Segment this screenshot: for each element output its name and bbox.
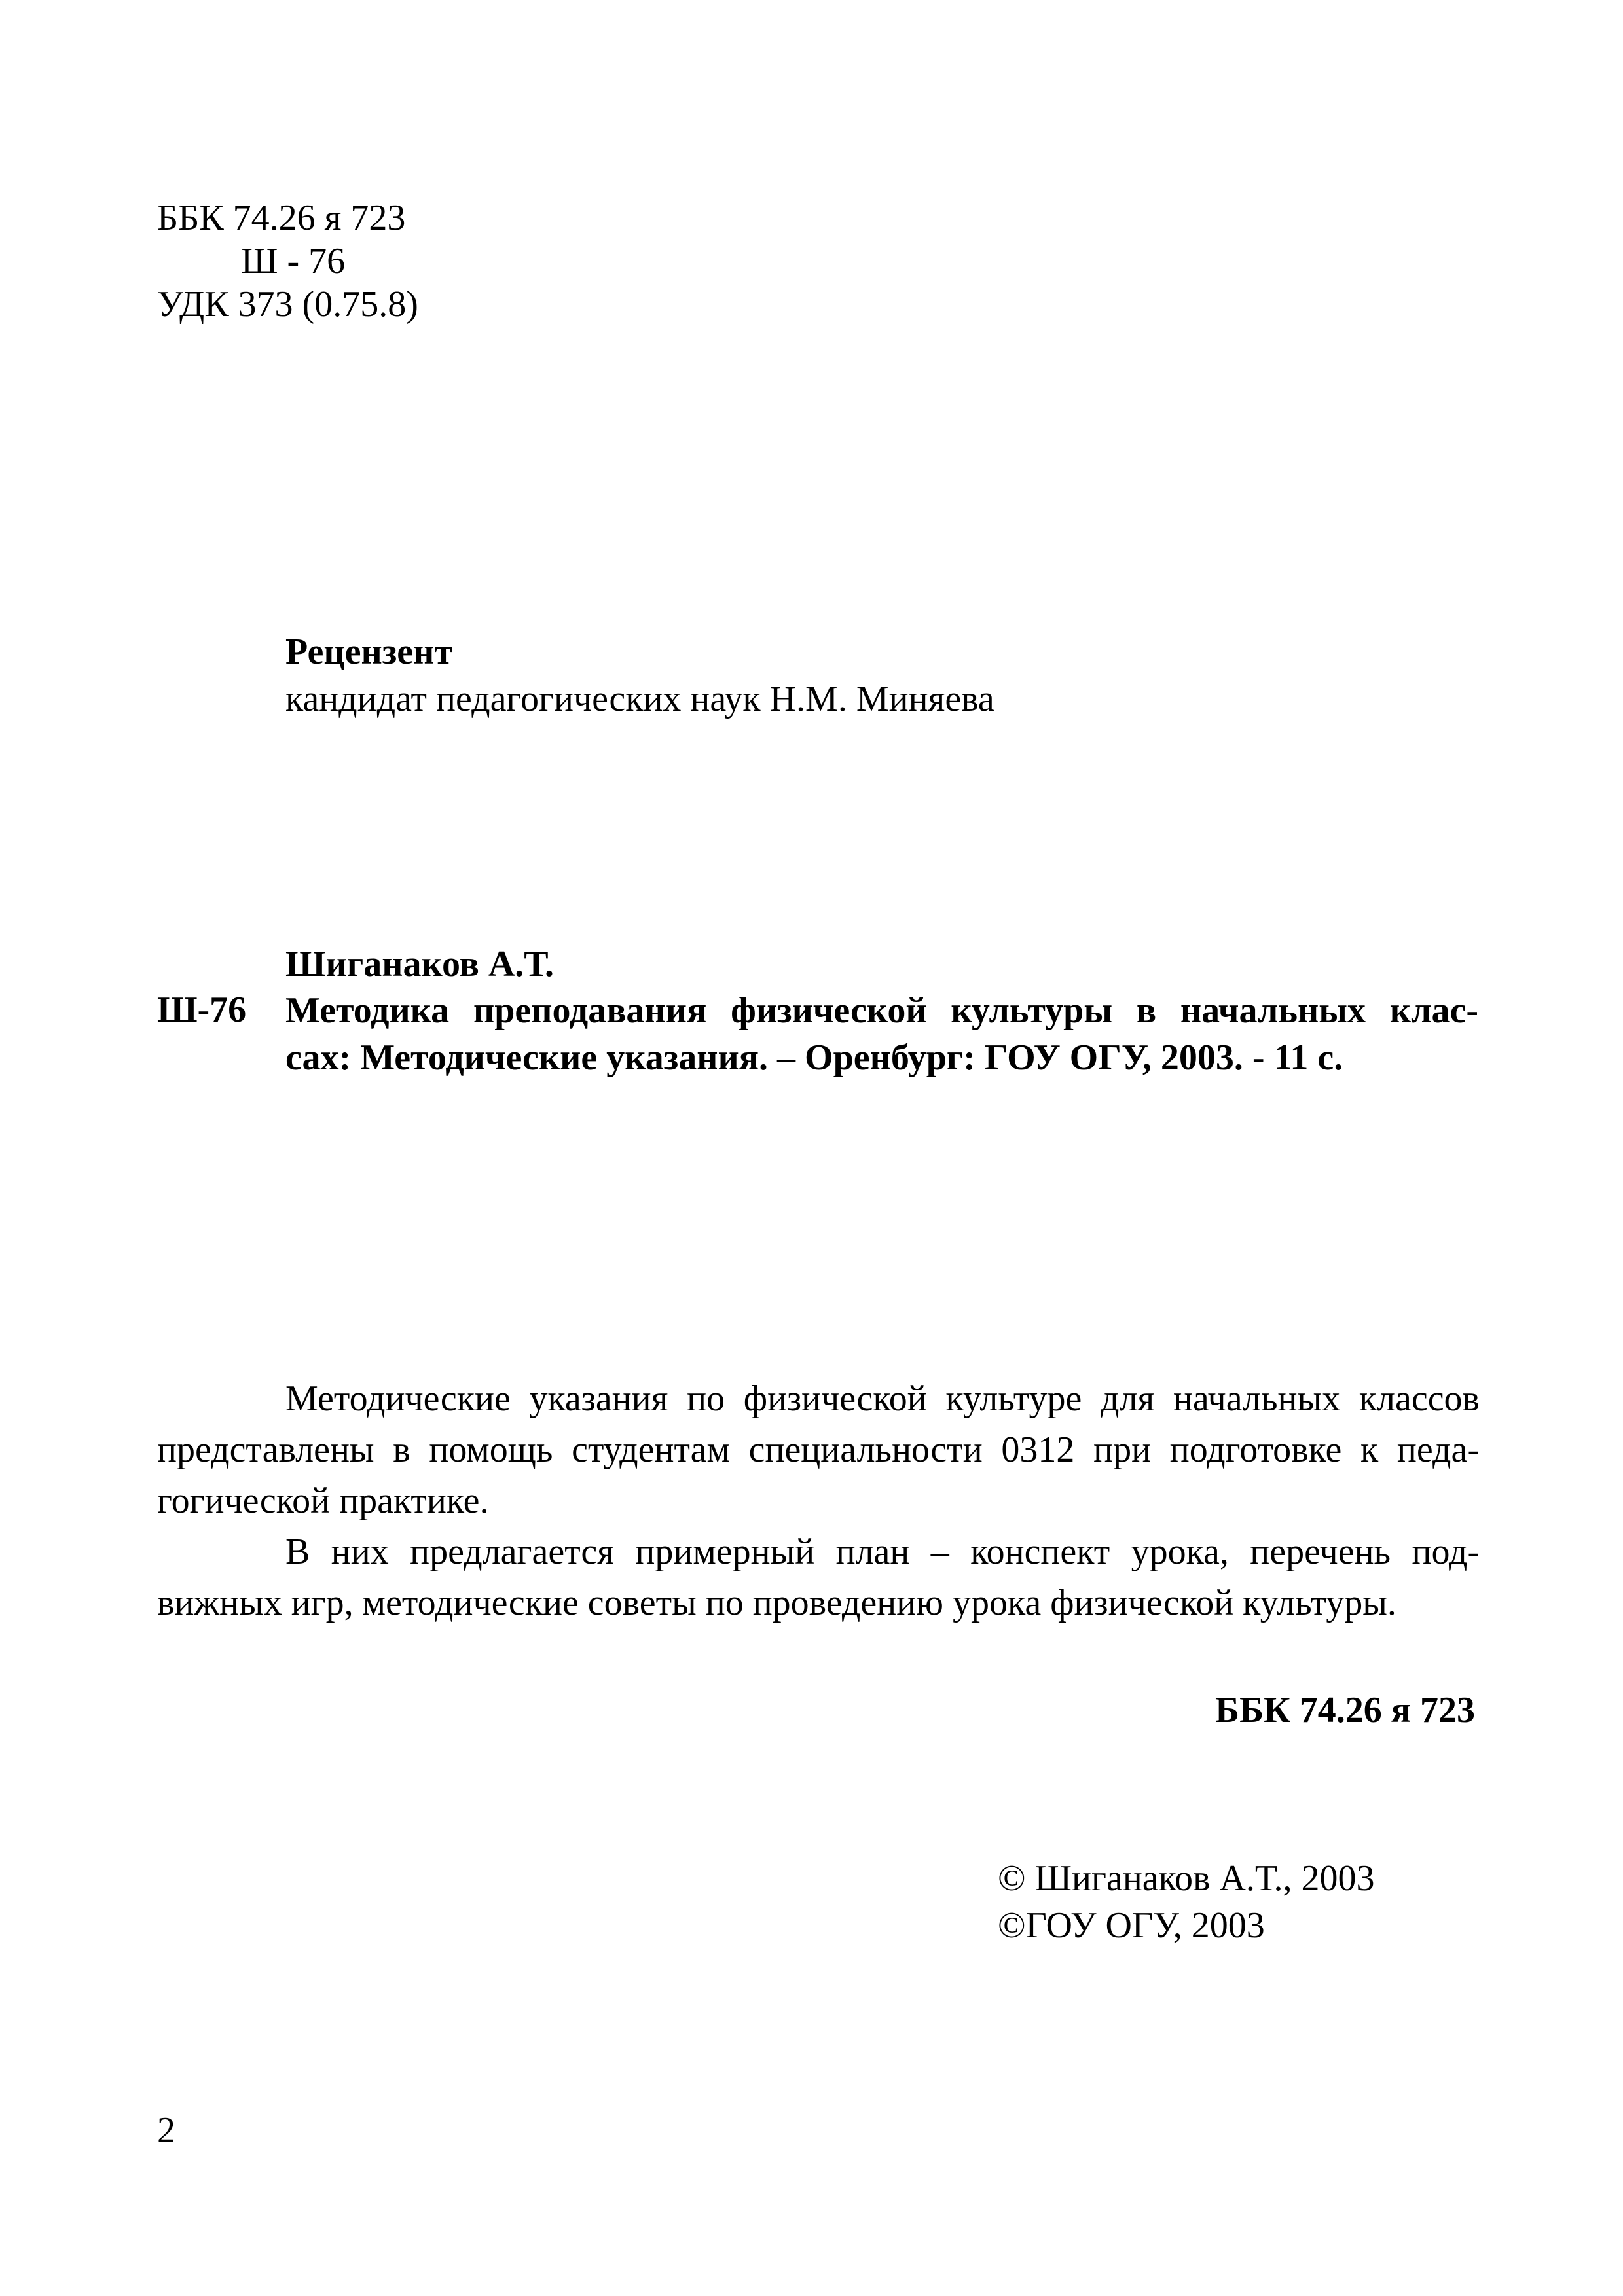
annotation-line: вижных игр, методические советы по проведению урока физической культуры. (157, 1583, 1396, 1623)
annotation-line: гогической практике. (157, 1480, 489, 1521)
copyright-publisher: ©ГОУ ОГУ, 2003 (998, 1905, 1265, 1946)
annotation-block (157, 1373, 1480, 1628)
annotation-line: представлены в помощь студентам специальности 0312 при подготовке к педа- (157, 1429, 1480, 1470)
page-number: 2 (157, 2110, 175, 2151)
biblio-code: Ш-76 (157, 990, 247, 1030)
copyright-author: © Шиганаков А.Т., 2003 (998, 1858, 1375, 1899)
reviewer-name: кандидат педагогических наук Н.М. Миняева (285, 679, 994, 719)
reviewer-heading: Рецензент (285, 632, 452, 672)
annotation-line: В них предлагается примерный план – конспект урока, перечень под- (285, 1532, 1480, 1572)
biblio-title-line: Методика преподавания физической культуры в начальных клас- (285, 990, 1478, 1031)
reviewer-block (285, 628, 994, 723)
annotation-line: Методические указания по физической культуре для начальных классов (285, 1378, 1480, 1419)
udk-index: УДК 373 (0.75.8) (157, 284, 418, 325)
bbk-index: ББК 74.26 я 723 (157, 198, 406, 238)
author-mark: Ш - 76 (241, 241, 346, 281)
biblio-title (285, 987, 1478, 1081)
bbk-footer-index: ББК 74.26 я 723 (1215, 1690, 1475, 1731)
biblio-title-line: сах: Методические указания. – Оренбург: ГОУ ОГУ, 2003. - 11 с. (285, 1037, 1343, 1078)
classification-block (157, 196, 418, 326)
copyright-block (998, 1855, 1375, 1949)
biblio-author: Шиганаков А.Т. (285, 944, 555, 984)
